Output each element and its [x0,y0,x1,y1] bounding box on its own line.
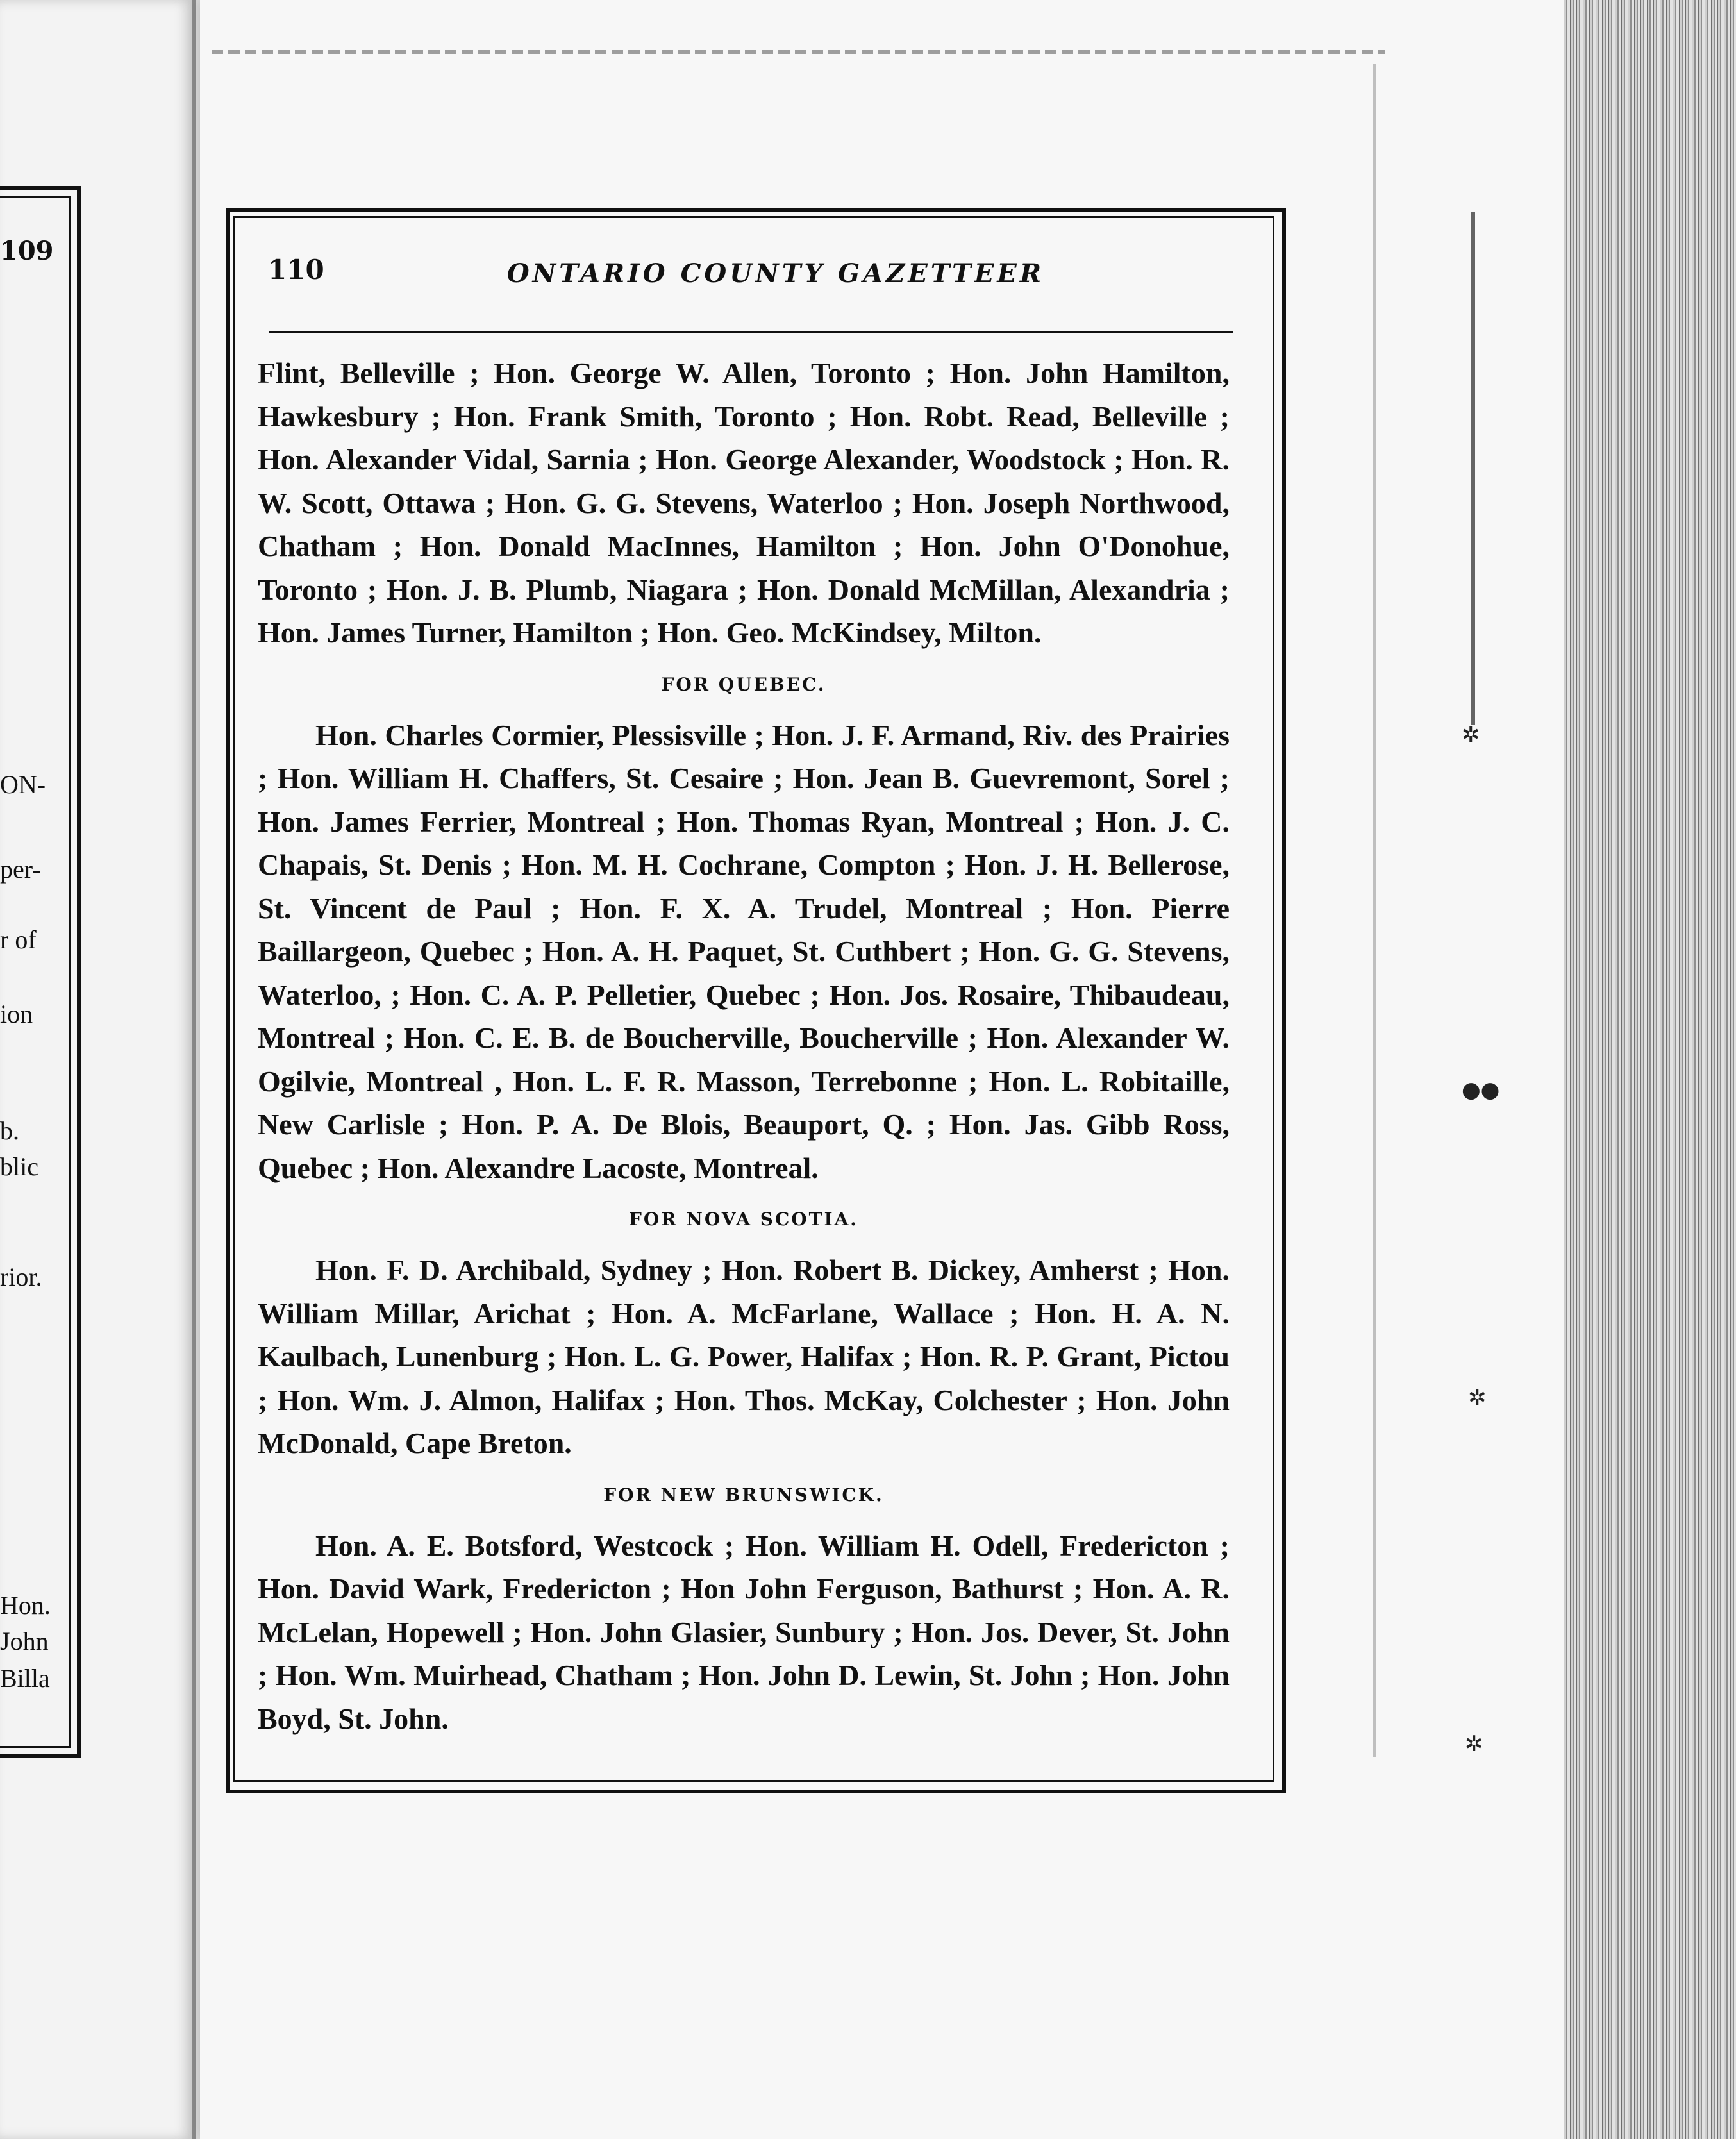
page-content [258,351,1230,1740]
left-fragment: Billa [0,1664,50,1693]
binding-mark: ●● [1462,1077,1500,1103]
section-heading-new-brunswick: FOR NEW BRUNSWICK. [603,1484,884,1506]
left-fragment: per- [0,855,41,884]
left-fragment: r of [0,925,37,954]
running-head: ONTARIO COUNTY GAZETTEER [506,258,1045,289]
page-number: 110 [268,254,324,285]
header-rule [269,331,1233,333]
left-fragment: rior. [0,1262,42,1291]
left-fragment: Hon. [0,1591,51,1620]
binding-clasp [1471,212,1475,725]
page-margin-line [1373,64,1376,1757]
left-page-number: 109 [0,236,54,266]
left-fragment: ON- [0,770,46,799]
book-page-edges [1564,0,1736,2139]
left-facing-page [0,0,196,2139]
section-heading-quebec: FOR QUEBEC. [661,673,826,695]
binding-mark: ✲ [1465,1731,1483,1757]
binding-mark: ✲ [1462,722,1480,748]
top-dotted-rule [212,50,1385,54]
left-fragment: blic [0,1152,38,1181]
left-fragment: b. [0,1116,19,1145]
left-page-border [0,186,81,1758]
left-fragment: John [0,1627,49,1656]
left-fragment: ion [0,1000,33,1028]
ontario-senators-paragraph: Flint, Belleville ; Hon. George W. Allen, Toronto ; Hon. John Hamilton, Hawkesbury ; Hon. Frank Smith, Toronto ; Hon. Robt. Read, Belleville ; Hon. Alexander Vidal, Sarnia ; Hon. George Alexander, Woodstock ; Hon. R. W. Scott, Ottawa ; Hon. G. G. Stevens, Waterloo ; Hon. Joseph Northwood, Chatham ; Hon. Donald MacInnes, Hamilton ; Hon. John O'Donohue, Toronto ; Hon. J. B. Plumb, Niagara ; Hon. Donald McMillan, Alexandria ; Hon. James Turner, Hamilton ; Hon. Geo. McKindsey, Milton. [258,356,1230,649]
quebec-senators-paragraph: Hon. Charles Cormier, Plessisville ; Hon. J. F. Armand, Riv. des Prairies ; Hon. William H. Chaffers, St. Cesaire ; Hon. Jean B. Guevremont, Sorel ; Hon. James Ferrier, Montreal ; Hon. Thomas Ryan, Montreal ; Hon. J. C. Chapais, St. Denis ; Hon. M. H. Cochrane, Compton ; Hon. J. H. Bellerose, St. Vincent de Paul ; Hon. F. X. A. Trudel, Montreal ; Hon. Pierre Baillargeon, Quebec ; Hon. A. H. Paquet, St. Cuthbert ; Hon. G. G. Stevens, Waterloo, ; Hon. C. A. P. Pelletier, Quebec ; Hon. Jos. Rosaire, Thibaudeau, Montreal ; Hon. C. E. B. de Boucherville, Boucherville ; Hon. Alexander W. Ogilvie, Montreal , Hon. L. F. R. Masson, Terrebonne ; Hon. L. Robitaille, New Carlisle ; Hon. P. A. De Blois, Beauport, Q. ; Hon. Jas. Gibb Ross, Quebec ; Hon. Alexandre Lacoste, Montreal. [258,718,1230,1184]
binding-mark: ✲ [1468,1385,1487,1411]
nova-scotia-senators-paragraph: Hon. F. D. Archibald, Sydney ; Hon. Robert B. Dickey, Amherst ; Hon. William Millar, Arichat ; Hon. A. McFarlane, Wallace ; Hon. H. A. N. Kaulbach, Lunenburg ; Hon. L. G. Power, Halifax ; Hon. R. P. Grant, Pictou ; Hon. Wm. J. Almon, Halifax ; Hon. Thos. McKay, Colchester ; Hon. John McDonald, Cape Breton. [258,1254,1230,1459]
section-heading-nova-scotia: FOR NOVA SCOTIA. [628,1209,859,1230]
new-brunswick-senators-paragraph: Hon. A. E. Botsford, Westcock ; Hon. William H. Odell, Fredericton ; Hon. David Wark, Fredericton ; Hon John Ferguson, Bathurst ; Hon. A. R. McLelan, Hopewell ; Hon. John Glasier, Sunbury ; Hon. Jos. Dever, St. John ; Hon. Wm. Muirhead, Chatham ; Hon. John D. Lewin, St. John ; Hon. John Boyd, St. John. [258,1529,1230,1735]
